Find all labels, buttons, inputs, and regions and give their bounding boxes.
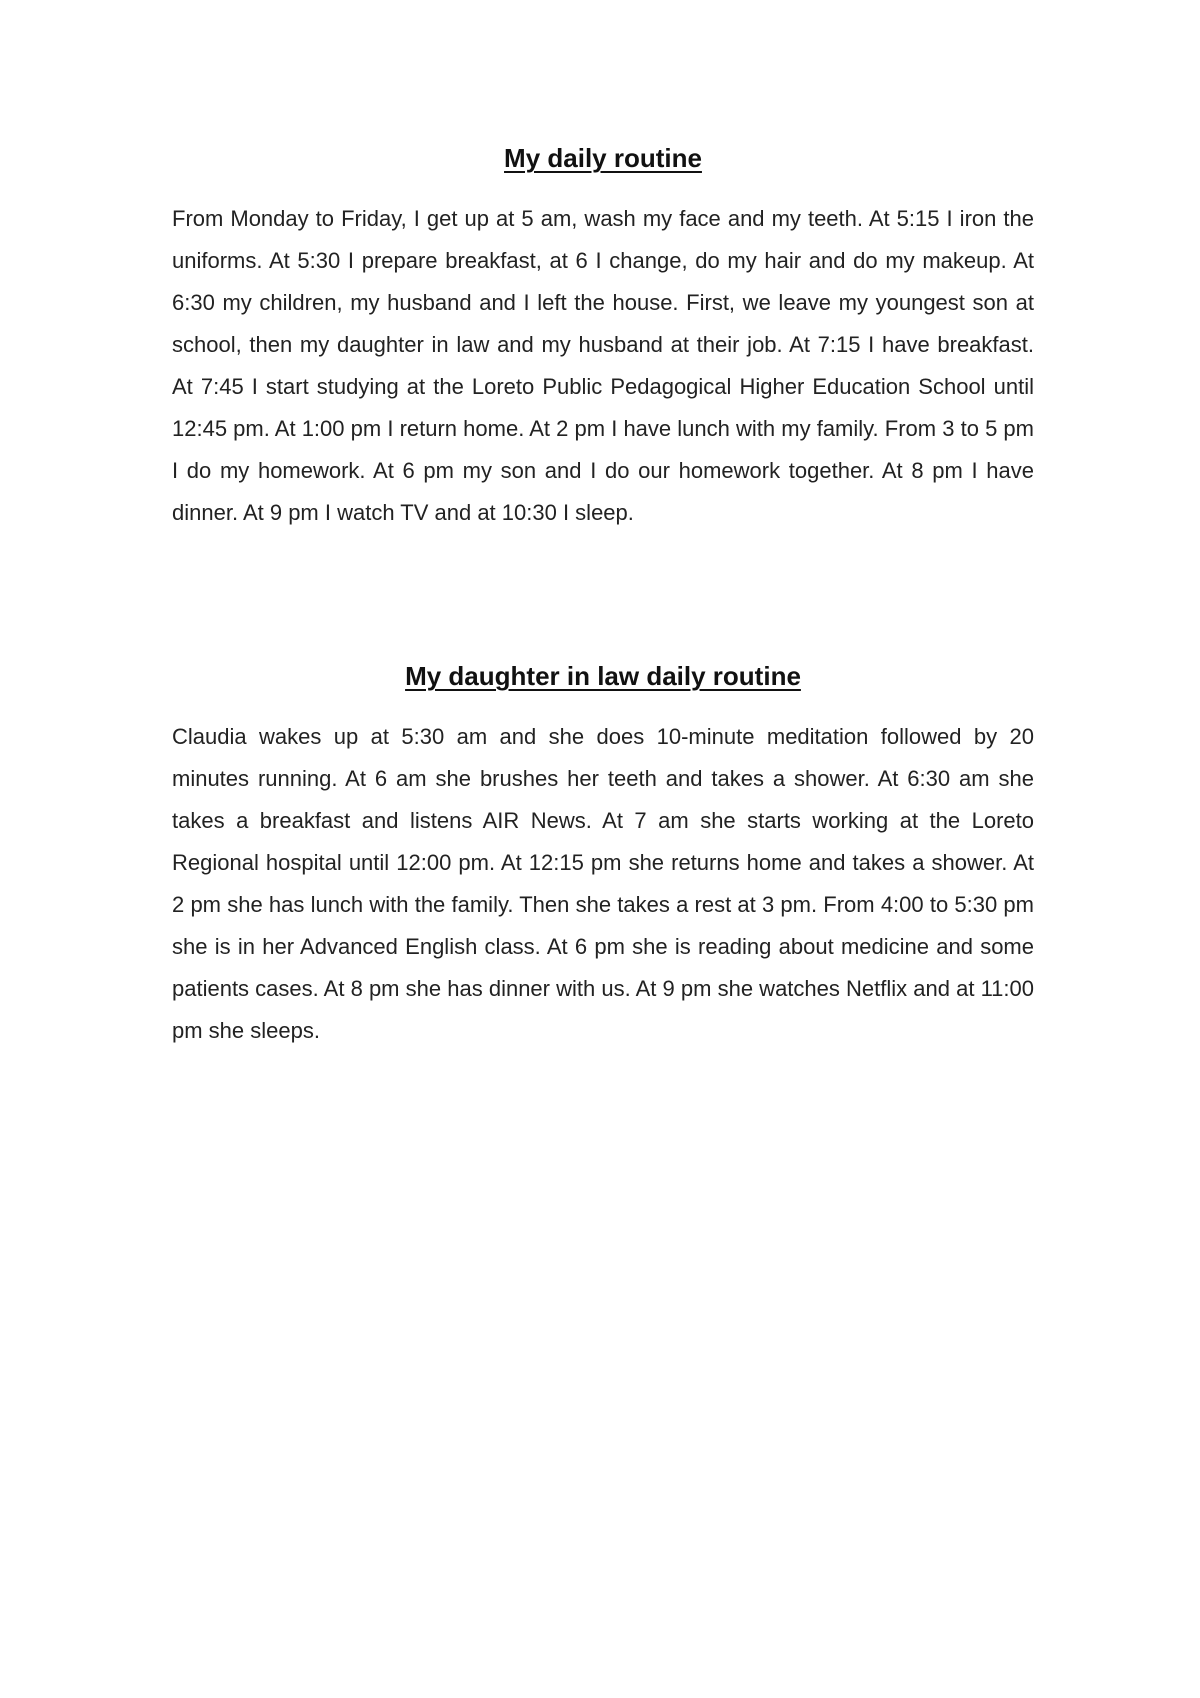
section-heading: My daughter in law daily routine (405, 661, 801, 691)
section-paragraph: Claudia wakes up at 5:30 am and she does 10-minute meditation followed by 20 minutes running. At 6 am she brushes her teeth and takes a shower. At 6:30 am she takes a breakfast and listens AIR News. At 7 am she starts working at the Loreto Regional hospital until 12:00 pm. At 12:15 pm she returns home and takes a shower. At 2 pm she has lunch with the family. Then she takes a rest at 3 pm. From 4:00 to 5:30 pm she is in her Advanced English class. At 6 pm she is reading about medicine and some patients cases. At 8 pm she has dinner with us. At 9 pm she watches Netflix and at 11:00 pm she sleeps. (172, 724, 1034, 1043)
section-daughter-in-law-routine (172, 656, 1034, 1052)
section-my-daily-routine (172, 138, 1034, 534)
section-heading: My daily routine (504, 143, 702, 173)
section-paragraph: From Monday to Friday, I get up at 5 am, wash my face and my teeth. At 5:15 I iron the uniforms. At 5:30 I prepare breakfast, at 6 I change, do my hair and do my makeup. At 6:30 my children, my husband and I left the house. First, we leave my youngest son at school, then my daughter in law and my husband at their job. At 7:15 I have breakfast. At 7:45 I start studying at the Loreto Public Pedagogical Higher Education School until 12:45 pm. At 1:00 pm I return home. At 2 pm I have lunch with my family. From 3 to 5 pm I do my homework. At 6 pm my son and I do our homework together. At 8 pm I have dinner. At 9 pm I watch TV and at 10:30 I sleep. (172, 206, 1034, 525)
